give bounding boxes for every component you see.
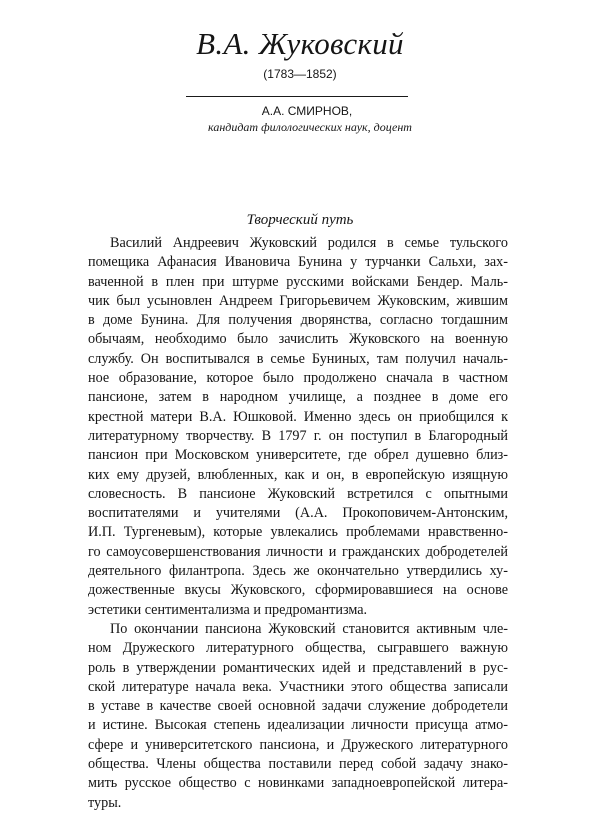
- text-line: дожественные вкусы Жуковского, сформировавшиеся на основе: [88, 582, 508, 599]
- text-line: эстетики сентиментализма и предромантизма.: [88, 601, 368, 618]
- text-line: службу. Он воспитывался в семье Буниных, там получил началь-: [88, 350, 508, 367]
- text-line: Василий Андреевич Жуковский родился в семье тульского: [110, 235, 508, 251]
- text-line: и истине. Высокая степень идеализации личности присуща атмо-: [88, 717, 508, 734]
- text-line: го самоусовершенствования личности и гражданских добродетелей: [88, 543, 508, 560]
- section-title: Творческий путь: [246, 212, 354, 228]
- text-line: в доме Бунина. Для получения дворянства, согласно тогдашним: [88, 312, 508, 329]
- author-name: А.А. СМИРНОВ,: [261, 104, 353, 118]
- page-title: В.А. Жуковский: [196, 26, 404, 61]
- text-line: в уставе в качестве своей основной задачи служение добродетели: [88, 698, 508, 715]
- text-line: крестной матери В.А. Юшковой. Именно здесь он приобщился к: [88, 408, 508, 425]
- text-line: обычаям, необходимо было зачислить Жуковского на военную: [88, 331, 508, 348]
- text-line: чик был усыновлен Андреем Григорьевичем Жуковским, жившим: [88, 292, 508, 309]
- life-years: (1783—1852): [263, 67, 337, 81]
- text-line: пансионе, затем в народном училище, а позднее в доме его: [88, 389, 508, 406]
- text-line: словесность. В пансионе Жуковский встретился с опытными: [88, 485, 508, 502]
- text-line: роль в утверждении романтических идей и представлений в рус-: [88, 659, 508, 676]
- paragraph: [88, 234, 508, 620]
- text-line: ное образование, которое было продолжено сначала в частном: [88, 370, 508, 387]
- text-line: туры.: [88, 794, 122, 811]
- text-line: ской литературе начала века. Участники этого общества записали: [88, 678, 508, 695]
- text-line: ном Дружеского литературного общества, сыгравшего важную: [88, 640, 508, 657]
- text-line: ких ему друзей, влюбленных, как и он, в европейскую изящную: [88, 466, 508, 483]
- text-line: общества. Члены общества поставили перед собой задачу знако-: [88, 756, 508, 773]
- text-line: пансион при Московском университете, где обрел душевно близ-: [88, 447, 508, 464]
- text-line: помещика Афанасия Ивановича Бунина у турчанки Сальхи, зах-: [88, 254, 508, 271]
- text-line: воспитателями и учителями (А.А. Прокоповичем-Антонским,: [88, 505, 508, 522]
- text-line: сфере и университетского пансиона, и Дружеского литературного: [88, 736, 508, 753]
- text-line: ваченной в плен при штурме русскими войсками Бендер. Маль-: [88, 273, 508, 290]
- article-body: [88, 234, 508, 813]
- text-line: литературному творчеству. В 1797 г. он поступил в Благородный: [88, 427, 508, 444]
- author-role: кандидат филологических наук, доцент: [208, 120, 412, 134]
- text-line: И.П. Тургеневым), которые увлекались проблемами нравственно-: [88, 524, 508, 541]
- header-divider: [186, 96, 408, 97]
- text-line: мить русское общество с новинками западноевропейской литера-: [88, 775, 508, 792]
- text-line: деятельного филантропа. Здесь же окончательно утвердились ху-: [88, 563, 508, 580]
- text-line: По окончании пансиона Жуковский становится активным чле-: [110, 620, 508, 637]
- paragraph: [88, 620, 508, 813]
